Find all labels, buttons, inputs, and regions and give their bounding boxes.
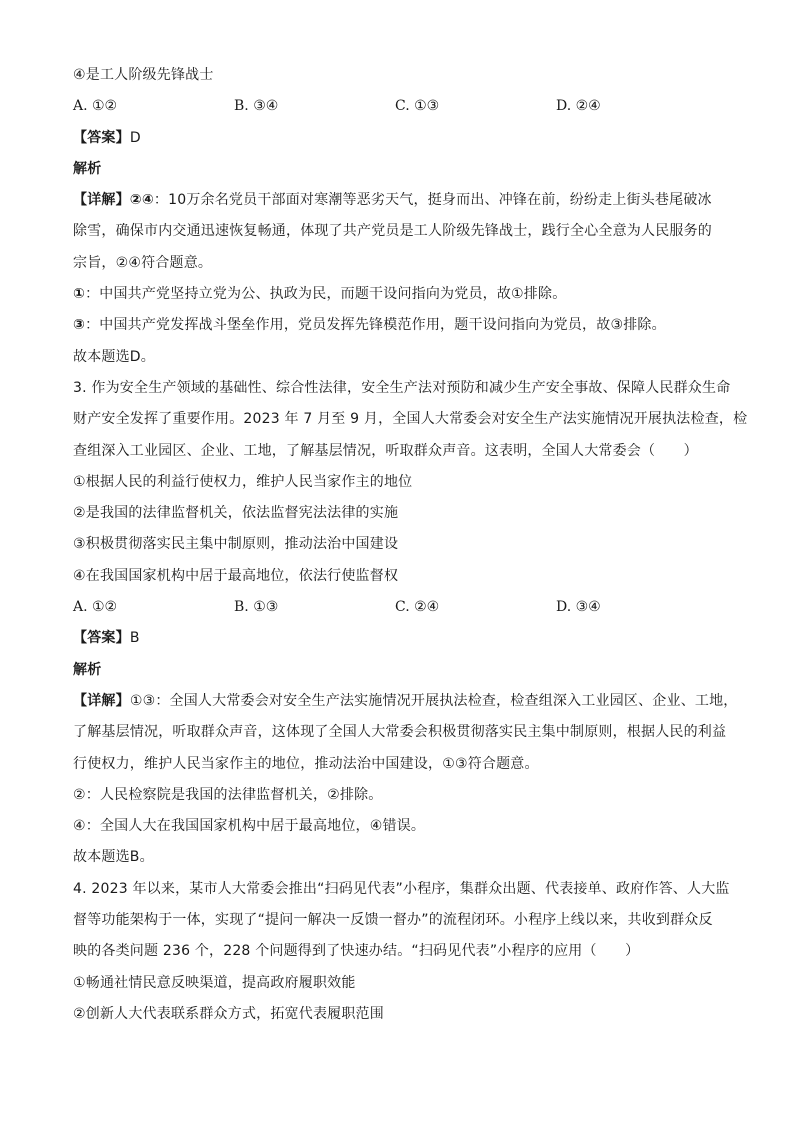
line-label: 解析: [73, 661, 102, 678]
text-line: ③积极贯彻落实民主集中制原则，推动法治中国建设: [73, 536, 399, 553]
line-text: D: [129, 129, 141, 146]
text-line: ④在我国国家机构中居于最高地位，依法行使监督权: [73, 567, 399, 584]
answer-options: [73, 91, 733, 122]
labeled-line: [73, 686, 738, 717]
text-line: 映的各类问题 236 个，228 个问题得到了快速办结。“扫码见代表”小程序的应用（ ）: [73, 943, 640, 960]
text-line: 查组深入工业园区、企业、工地，了解基层情况，听取群众声音。这表明，全国人大常委会（ ）: [73, 442, 698, 459]
text-line: 3. 作为安全生产领域的基础性、综合性法律，安全生产法对预防和减少生产安全事故、保障人民群众生命: [73, 379, 731, 396]
line-label: ①: [73, 286, 86, 303]
text-line: 故本题选D。: [73, 348, 155, 365]
labeled-line: [73, 310, 733, 341]
answer-options: [73, 592, 733, 623]
labeled-line: [73, 123, 733, 154]
labeled-line: [73, 623, 733, 654]
line-text: ：中国共产党发挥战斗堡垒作用，党员发挥先锋模范作用，题干设问指向为党员，故③排除。: [85, 317, 666, 334]
option-C: C. ②④: [395, 599, 440, 616]
text-line: 督等功能架构于一体，实现了“提问一解决一反馈一督办”的流程闭环。小程序上线以来，共收到群众反: [73, 912, 713, 929]
labeled-line: [73, 655, 733, 686]
labeled-line: [73, 279, 733, 310]
text-line: 故本题选B。: [73, 849, 154, 866]
text-line: 财产安全发挥了重要作用。2023 年 7 月至 9 月，全国人大常委会对安全生产法实施情况开展执法检查，检: [73, 411, 748, 428]
line-text: ①③：全国人大常委会对安全生产法实施情况开展执法检查，检查组深入工业园区、企业、工地，: [129, 692, 738, 709]
option-A: A. ①②: [73, 599, 118, 616]
line-label: 【答案】: [73, 630, 130, 647]
text-line: 除雪，确保市内交通迅速恢复畅通，体现了共产党员是工人阶级先锋战士，践行全心全意为人民服务的: [73, 223, 712, 240]
line-label: 【详解】②④: [73, 192, 154, 209]
text-line: 4. 2023 年以来，某市人大常委会推出“扫码见代表”小程序，集群众出题、代表接单、政府作答、人大监: [73, 880, 730, 897]
option-A: A. ①②: [73, 98, 118, 115]
option-D: D. ③④: [556, 599, 601, 616]
text-line: ②创新人大代表联系群众方式，拓宽代表履职范围: [73, 1005, 384, 1022]
option-D: D. ②④: [556, 98, 601, 115]
line-text: ：10万余名党员干部面对寒潮等恶劣天气，挺身而出、冲锋在前，纷纷走上街头巷尾破冰: [153, 192, 712, 209]
line-text: B: [129, 630, 140, 647]
line-text: ：中国共产党坚持立党为公、执政为民，而题干设问指向为党员，故①排除。: [85, 286, 567, 303]
labeled-line: [73, 185, 733, 216]
option-B: B. ①③: [234, 599, 279, 616]
text-line: ②：人民检察院是我国的法律监督机关，②排除。: [73, 786, 383, 803]
text-line: ①根据人民的利益行使权力，维护人民当家作主的地位: [73, 473, 413, 490]
text-line: ①畅通社情民意反映渠道，提高政府履职效能: [73, 974, 356, 991]
option-C: C. ①③: [395, 98, 440, 115]
text-line: ④是工人阶级先锋战士: [73, 67, 214, 83]
line-label: 【详解】: [73, 692, 130, 709]
line-label: ③: [73, 317, 86, 334]
line-label: 【答案】: [73, 129, 130, 146]
labeled-line: [73, 154, 733, 185]
line-label: 解析: [73, 160, 102, 177]
text-line: 行使权力，维护人民当家作主的地位，推动法治中国建设，①③符合题意。: [73, 755, 539, 772]
text-line: ②是我国的法律监督机关，依法监督宪法法律的实施: [73, 505, 399, 522]
text-line: ④：全国人大在我国国家机构中居于最高地位，④错误。: [73, 818, 426, 835]
document-page: [73, 60, 748, 1030]
text-line: 了解基层情况，听取群众声音，这体现了全国人大常委会积极贯彻落实民主集中制原则，根据人民的利益: [73, 724, 727, 741]
option-B: B. ③④: [234, 98, 279, 115]
text-line: 宗旨，②④符合题意。: [73, 254, 213, 271]
